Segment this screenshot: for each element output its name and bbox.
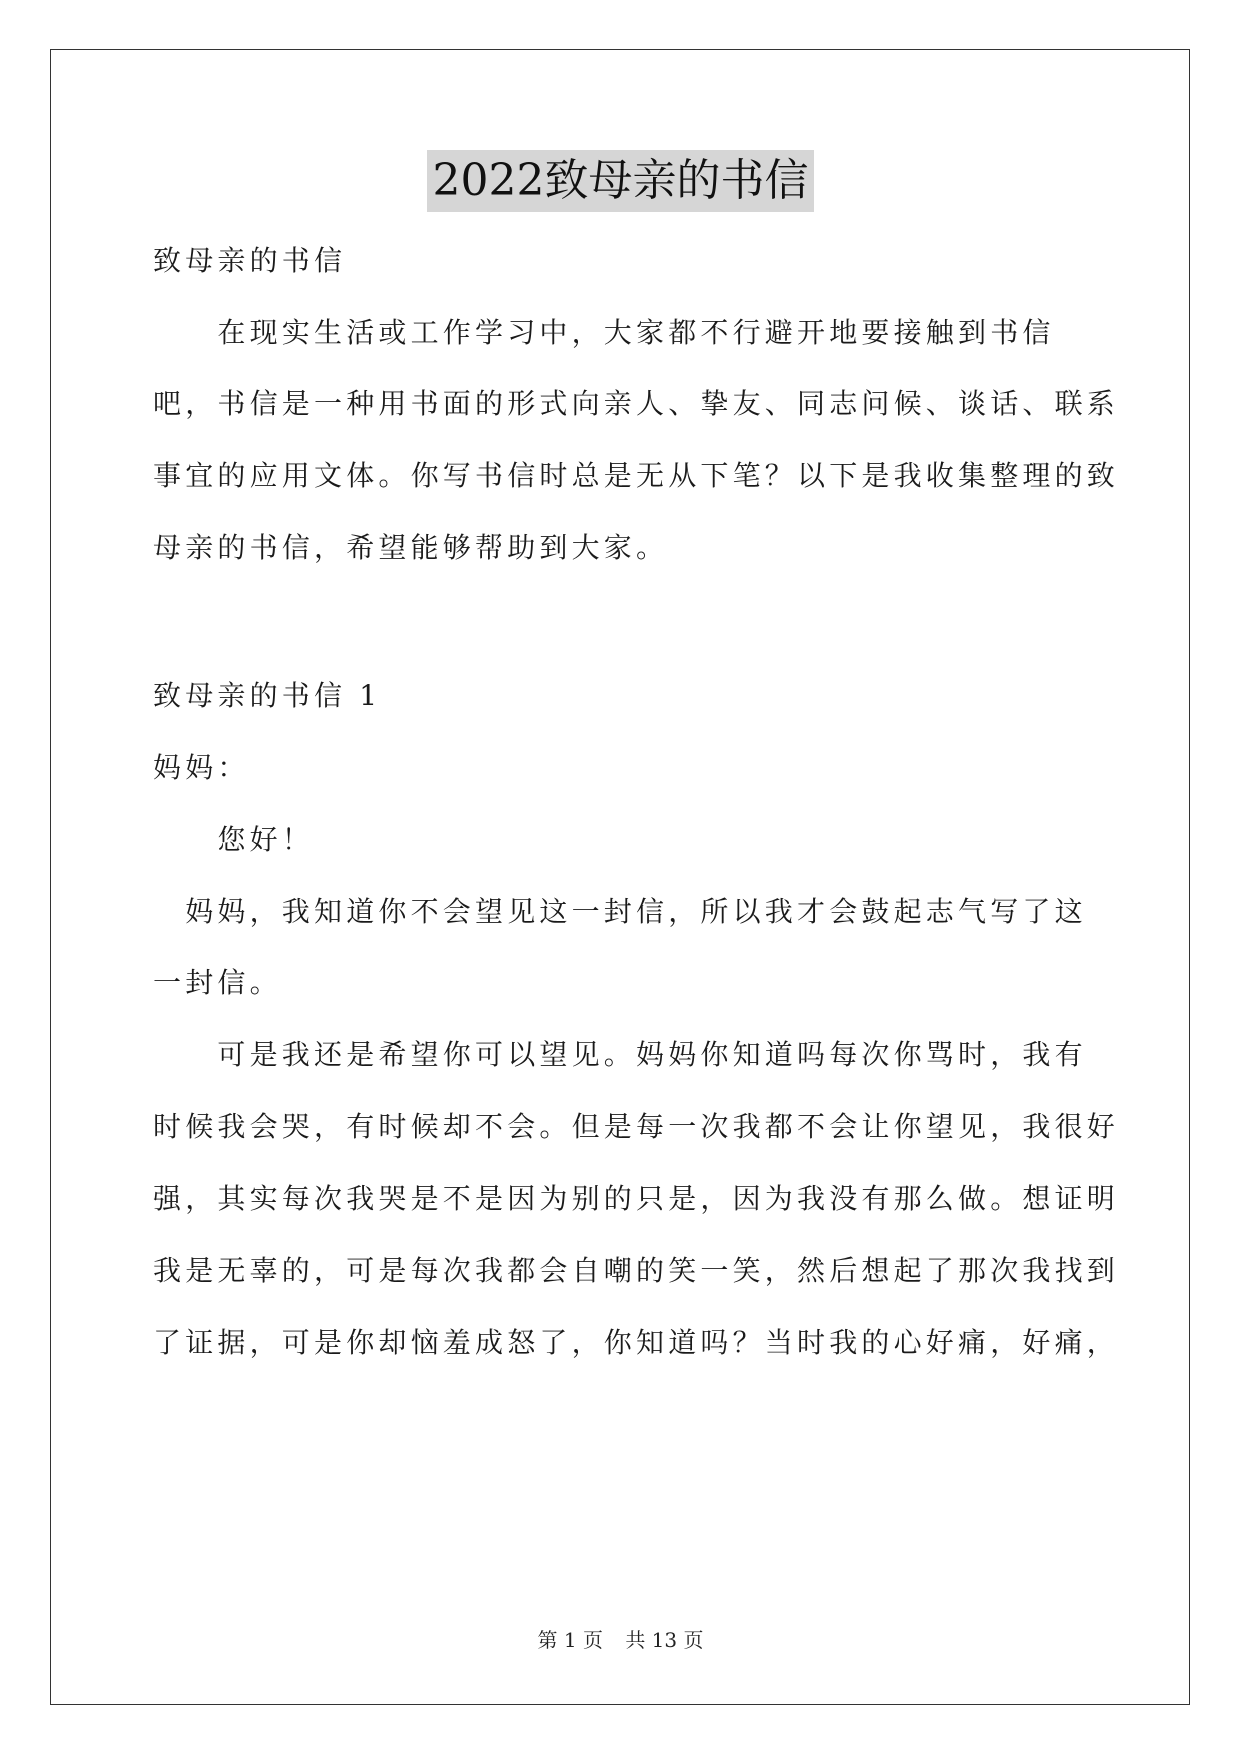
paragraph-line: 事宜的应用文体。你写书信时总是无从下笔？以下是我收集整理的致 bbox=[153, 459, 1120, 492]
greeting: 您好！ bbox=[153, 823, 315, 856]
paragraph-line: 时候我会哭，有时候却不会。但是每一次我都不会让你望见，我很好 bbox=[153, 1110, 1120, 1143]
document-title: 2022致母亲的书信 bbox=[427, 150, 815, 212]
paragraph-line: 妈妈，我知道你不会望见这一封信，所以我才会鼓起志气写了这 bbox=[153, 895, 1087, 928]
salutation: 妈妈： bbox=[153, 751, 250, 784]
paragraph-line: 吧，书信是一种用书面的形式向亲人、挚友、同志问候、谈话、联系 bbox=[153, 387, 1120, 420]
paragraph-line: 一封信。 bbox=[153, 966, 282, 999]
paragraph-line: 可是我还是希望你可以望见。妈妈你知道吗每次你骂时，我有 bbox=[153, 1038, 1087, 1071]
letter-heading: 致母亲的书信 1 bbox=[153, 679, 382, 712]
section-heading: 致母亲的书信 bbox=[153, 244, 347, 277]
title-container bbox=[0, 150, 1241, 212]
paragraph-line: 母亲的书信，希望能够帮助到大家。 bbox=[153, 531, 669, 564]
paragraph-line: 我是无辜的，可是每次我都会自嘲的笑一笑，然后想起了那次我找到 bbox=[153, 1254, 1120, 1287]
page-border bbox=[50, 49, 1190, 1705]
paragraph-line: 了证据，可是你却恼羞成怒了，你知道吗？当时我的心好痛，好痛， bbox=[153, 1326, 1120, 1359]
page-total: 共 13 页 bbox=[625, 1628, 704, 1652]
paragraph-line: 强，其实每次我哭是不是因为别的只是，因为我没有那么做。想证明 bbox=[153, 1182, 1120, 1215]
paragraph-line: 在现实生活或工作学习中，大家都不行避开地要接触到书信 bbox=[153, 316, 1055, 349]
page-number: 第 1 页 bbox=[537, 1628, 603, 1652]
page-footer bbox=[0, 1627, 1241, 1653]
